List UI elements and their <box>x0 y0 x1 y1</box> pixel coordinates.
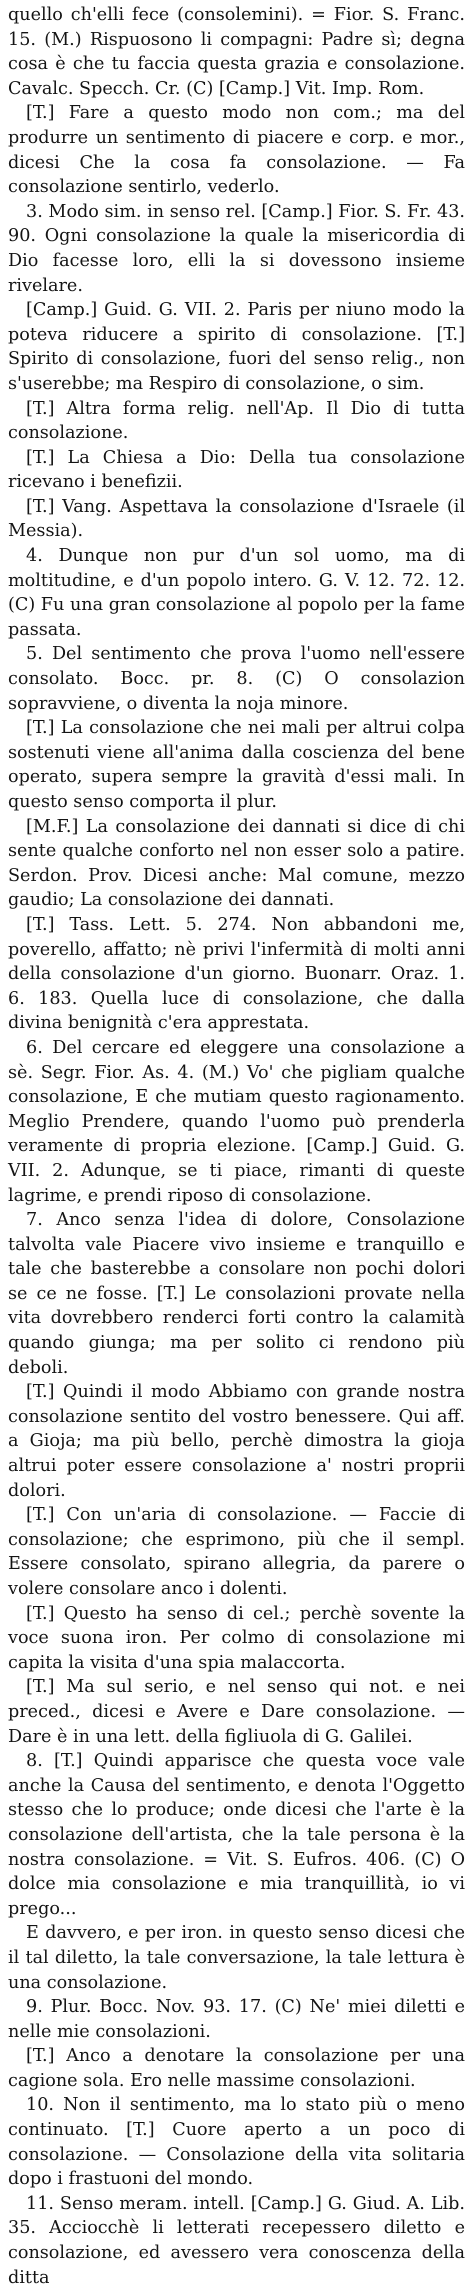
paragraph-sense-6-eleggere: 6. Del cercare ed eleggere una consolazione a sè. Segr. Fior. As. 4. (M.) Vo' che pigliam qualche consolazione, E che mutiam questo ragionamento. Meglio Prendere, quando l'uomo può prenderla veramente di propria elezione. [Camp.] Guid. G. VII. 2. Adunque, se ti piace, rimanti di queste lagrime, e prendi riposo di consolazione. <box>8 1037 465 1206</box>
paragraph-spirito-di-consolazione: [Camp.] Guid. G. VII. 2. Paris per niuno modo la poteva riducere a spirito di consolazione. [T.] Spirito di consolazione, fuori del senso relig., non s'userebbe; ma Respiro di consolazione, o sim. <box>8 300 465 394</box>
paragraph-sense-3-religious: 3. Modo sim. in senso rel. [Camp.] Fior. S. Fr. 43. 90. Ogni consolazione la quale la misericordia di Dio facesse loro, elli la si dovessono insieme rivelare. <box>8 201 465 296</box>
paragraph-sense-7-piacere: 7. Anco senza l'idea di dolore, Consolazione talvolta vale Piacere vivo insieme e tranquillo e tale che basterebbe a consolare non pochi dolori se ce ne fosse. [T.] Le consolazioni provate nella vita dovrebbero renderci forti contro la calamità quando giunga; ma per solito ci rendono più deboli. <box>8 1210 465 1378</box>
paragraph-sense-8-causa: 8. [T.] Quindi apparisce che questa voce vale anche la Causa del sentimento, e denota l'Oggetto stesso che lo produce; onde dicesi che l'arte è la consolazione dell'artista, che la tale persona è la nostra consolazione. = Vit. S. Eufros. 406. (C) O dolce mia consolazione e mia tranquillità, io vi prego... <box>8 1751 465 1919</box>
paragraph-sense-9-plurale: 9. Plur. Bocc. Nov. 93. 17. (C) Ne' miei diletti e nelle mie consolazioni. <box>8 1997 465 2042</box>
paragraph-tasso-buonarroti: [T.] Tass. Lett. 5. 274. Non abbandoni me, poverello, affatto; nè privi l'infermità di molti anni della consolazione d'un giorno. Buonarr. Oraz. 1. 6. 183. Quella luce di consolazione, che dalla divina benignità c'era apprestata. <box>8 914 465 1034</box>
paragraph-aria-di-consolazione: [T.] Con un'aria di consolazione. — Faccie di consolazione; che esprimono, più che il sempl. Essere consolato, spirano allegria, da parere o volere consolare anco i dolenti. <box>8 1505 465 1599</box>
paragraph-consolazione-dei-dannati: [M.F.] La consolazione dei dannati si dice di chi sente qualche conforto nel non esser solo a patire. Serdon. Prov. Dicesi anche: Mal comune, mezzo gaudio; La consolazione dei dannati. <box>8 816 465 911</box>
paragraph-consolazione-israele: [T.] Vang. Aspettava la consolazione d'Israele (il Messia). <box>8 496 465 542</box>
paragraph-sense-4-popolo: 4. Dunque non pur d'un sol uomo, ma di moltitudine, e d'un popolo intero. G. V. 12. 72. 12. (C) Fu una gran consolazione al popolo per la fame passata. <box>8 546 465 640</box>
paragraph-fa-consolazione: [T.] Fare a questo modo non com.; ma del produrre un sentimento di piacere e corp. e mor., dicesi Che la cosa fa consolazione. — Fa consolazione sentirlo, vederlo. <box>8 103 465 198</box>
paragraph-sense-11-intellettuale: 11. Senso meram. intell. [Camp.] G. Giud. A. Lib. 35. Acciocchè li letterati recepessero diletto e consolazione, ed avessero vera conoscenza della ditta <box>8 2193 465 2288</box>
entry-continuation-paragraph: quello ch'elli fece (consolemini). = Fior. S. Franc. 15. (M.) Rispuosono li compagni: Padre sì; degna cosa è che tu faccia questa grazia e consolazione. Cavalc. Specch. Cr. (C) [Camp.] Vit. Imp. Rom. <box>8 5 465 99</box>
paragraph-e-davvero: E davvero, e per iron. in questo senso dicesi che il tal diletto, la tale conversazione, la tale lettura è una consolazione. <box>8 1923 465 1993</box>
paragraph-senso-ironico: [T.] Questo ha senso di cel.; perchè sovente la voce suona iron. Per colmo di consolazione mi capita la visita d'una spia malaccorta. <box>8 1603 465 1673</box>
paragraph-cagione-sola: [T.] Anco a denotare la consolazione per una cagione sola. Ero nelle massime consolazioni. <box>8 2046 465 2091</box>
paragraph-nostra-consolazione: [T.] Quindi il modo Abbiamo con grande nostra consolazione sentito del vostro benessere. Qui aff. a Gioja; ma più bello, perchè dimostra la gioja altrui poter essere consolazione a' nostri proprii dolori. <box>8 1382 465 1501</box>
paragraph-chiesa-a-dio: [T.] La Chiesa a Dio: Della tua consolazione ricevano i benefizii. <box>8 447 465 493</box>
paragraph-coscienza-bene-operato: [T.] La consolazione che nei mali per altrui colpa sostenuti viene all'anima dalla coscienza del bene operato, supera sempre la gravità d'essi mali. In questo senso comporta il plur. <box>8 718 465 812</box>
paragraph-dio-di-tutta-consolazione: [T.] Altra forma relig. nell'Ap. Il Dio di tutta consolazione. <box>8 398 465 444</box>
paragraph-avere-dare-consolazione: [T.] Ma sul serio, e nel senso qui not. e nei preced., dicesi e Avere e Dare consolazione. — Dare è in una lett. della figliuola di G. Galilei. <box>8 1677 465 1747</box>
paragraph-sense-10-stato: 10. Non il sentimento, ma lo stato più o meno continuato. [T.] Cuore aperto a un poco di consolazione. — Consolazione della vita solitaria dopo i frastuoni del mondo. <box>8 2095 465 2190</box>
paragraph-sense-5-sentimento: 5. Del sentimento che prova l'uomo nell'essere consolato. Bocc. pr. 8. (C) O consolazion sopravviene, o diventa la noja minore. <box>8 644 465 714</box>
